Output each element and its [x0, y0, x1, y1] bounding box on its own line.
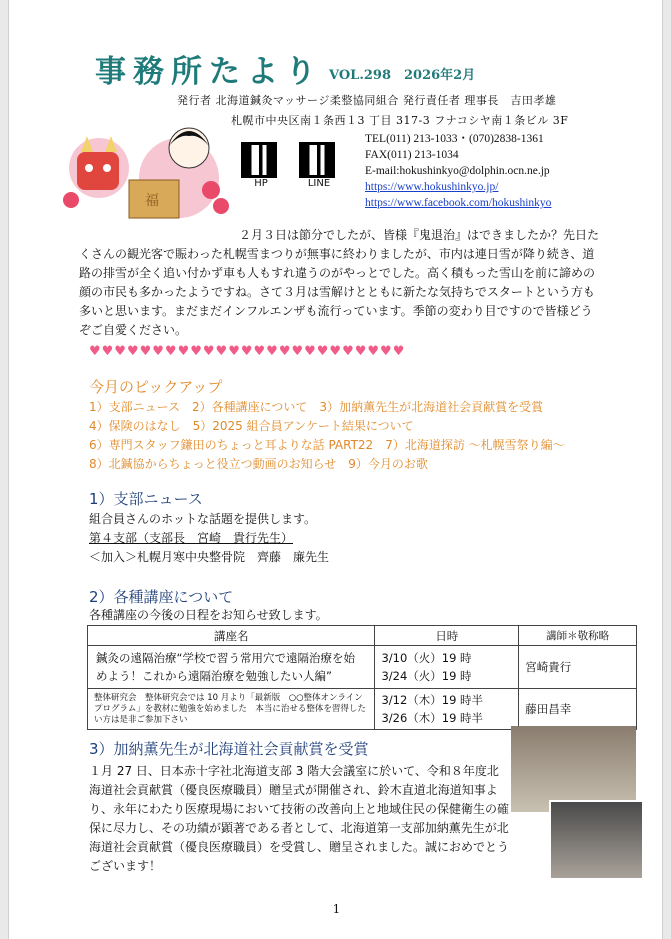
website-link[interactable]: https://www.hokushinkyo.jp/	[365, 181, 499, 193]
col-lecturer: 講師＊敬称略	[519, 626, 637, 646]
setsubun-illustration	[59, 118, 234, 223]
fuku-sign: 福	[145, 193, 159, 209]
course-date: 3/26（木）19 時半	[381, 711, 484, 725]
course-table	[87, 625, 637, 730]
qr-line[interactable]	[299, 142, 339, 189]
tel-line: TEL(011) 213-1033・(070)2838-1361	[365, 133, 544, 145]
section3-heading: 3）加納薫先生が北海道社会貢献賞を受賞	[89, 740, 369, 758]
heart-divider: ♥♥♥♥♥♥♥♥♥♥♥♥♥♥♥♥♥♥♥♥♥♥♥♥♥	[89, 344, 406, 359]
table-row	[88, 646, 637, 689]
course-lecturer: 藤田昌幸	[519, 689, 637, 730]
pickup-line: 8）北鍼協からちょっと役立つ動画のお知らせ 9）今月のお歌	[89, 457, 428, 471]
table-header-row	[88, 626, 637, 646]
facebook-link[interactable]: https://www.facebook.com/hokushinkyo	[365, 197, 552, 209]
ceremony-photo	[549, 800, 644, 880]
course-dates	[375, 646, 519, 689]
section1-body	[89, 510, 329, 567]
course-dates	[375, 689, 519, 730]
pickup-line: 6）専門スタッフ鎌田のちょっと耳よりな話 PART22 7）北海道探訪 ～札幌雪祭り編～	[89, 438, 565, 452]
pickup-heading: 今月のピックアップ	[89, 378, 223, 396]
section2-heading: 2）各種講座について	[89, 588, 234, 606]
qr-hp-label: HP	[254, 178, 268, 189]
pickup-list	[89, 398, 565, 474]
volume-date: VOL.298 2026年2月	[329, 68, 476, 83]
page-number: 1	[332, 902, 341, 916]
qr-code-icon	[241, 142, 277, 178]
qr-hp[interactable]	[241, 142, 281, 189]
course-date: 3/24（火）19 時	[381, 669, 472, 683]
pickup-line: 1）支部ニュース 2）各種講座について 3）加納薫先生が北海道社会貢献賞を受賞	[89, 400, 544, 414]
fax-line: FAX(011) 213-1034	[365, 149, 459, 161]
email-line: E-mail:hokushinkyo@dolphin.ocn.ne.jp	[365, 165, 550, 177]
qr-line-label: LINE	[307, 178, 331, 189]
section1-branch: 第４支部（支部長 宮崎 貴行先生）	[89, 531, 294, 545]
section1-join: ＜加入＞札幌月寒中央整骨院 齊藤 廉先生	[89, 550, 330, 564]
newsletter-title: 事務所たより	[95, 54, 323, 90]
pickup-line: 4）保険のはなし 5）2025 組合員アンケート結果について	[89, 419, 414, 433]
section1-heading: 1）支部ニュース	[89, 490, 203, 508]
section3-body: １月 27 日、日本赤十字社北海道支部 3 階大会議室に於いて、令和８年度北海道社会貢献賞（優良医療職員）贈呈式が開催され、鈴木直道北海道知事より、永年にわたり医療現場において技術の改善向上と地域住民の保健衛生の確保に尽力し、その功績が顕著である者として、北海道第一支部加納薫先生が北海道社会貢献賞（優良医療職員）を受賞し、贈呈されました。誠におめでとうございます！	[89, 764, 510, 873]
section1-lead: 組合員さんのホットな話題を提供します。	[89, 512, 317, 526]
newsletter-page	[8, 0, 663, 939]
address-line: 札幌市中央区南１条西１3 丁目 317-3 フナコシヤ南１条ビル 3F	[231, 114, 569, 127]
section2-lead: 各種講座の今後の日程をお知らせ致します。	[89, 608, 328, 622]
col-course: 講座名	[88, 626, 375, 646]
course-name: 整体研究会 整体研究会では 10 月より「最新版 ○○整体オンラインプログラム」を教材に勉強を始めました 本当に治せる整体を習得したい方は是非ご参加下さい	[88, 689, 375, 730]
course-date: 3/10（火）19 時	[381, 651, 472, 665]
intro-paragraph: ２月３日は節分でしたが、皆様『鬼退治』はできましたか？先日たくさんの観光客で賑わった札幌雪まつりが無事に終わりましたが、市内は連日雪が降り続き、道路の排雪が全く追い付かず車も人もすれ違うのがやっとでした。高く積もった雪山を前に諦めの顔の市民も多かったようですね。さて３月は雪解けとともに新たな気持ちでスタートという方も多いと思います。まだまだインフルエンザも流行っています。季節の変わり目ですので皆様どうぞご自愛ください。	[79, 228, 600, 337]
table-row	[88, 689, 637, 730]
course-name: 鍼灸の遠隔治療“学校で習う常用穴で遠隔治療を始めよう！これから遠隔治療を勉強したい人編”	[88, 646, 375, 689]
issuer-line: 発行者 北海道鍼灸マッサージ柔整協同組合 発行責任者 理事長 吉田孝雄	[177, 94, 557, 107]
course-lecturer: 宮崎貴行	[519, 646, 637, 689]
col-date: 日時	[375, 626, 519, 646]
contact-block	[365, 131, 551, 211]
course-date: 3/12（木）19 時半	[381, 693, 484, 707]
qr-code-icon	[299, 142, 335, 178]
